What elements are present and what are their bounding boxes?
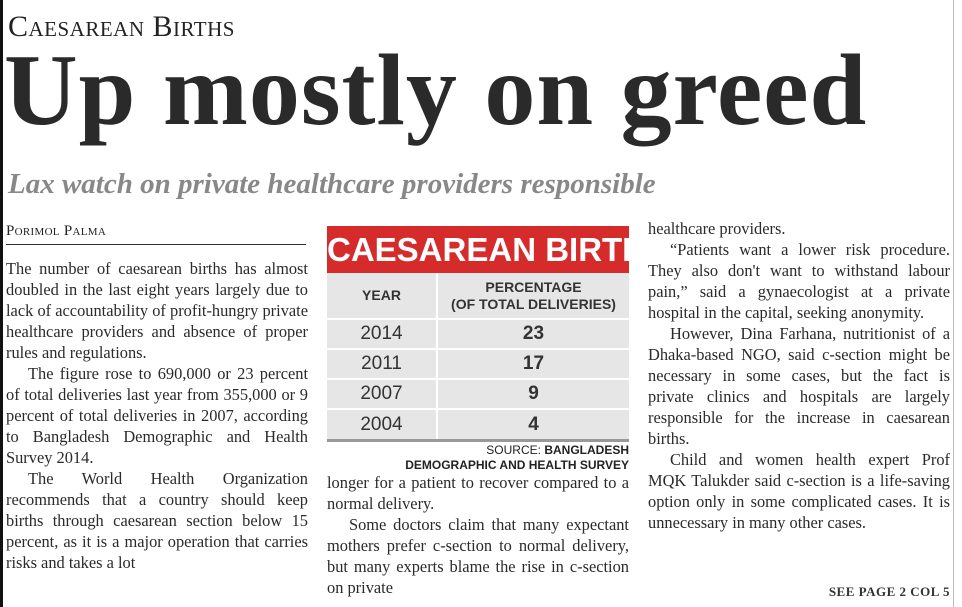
cell-year: 2014 (327, 319, 437, 349)
kicker: Caesarean Births (8, 10, 235, 43)
table-row (327, 319, 629, 349)
table-row (327, 379, 629, 409)
paragraph: The figure rose to 690,000 or 23 percent of total deliveries last year from 355,000 or 9 percent of total deliveries in 2007, according to Bangladesh Demographic and Health Survey 2014. (6, 364, 308, 467)
column-header-year: YEAR (327, 273, 437, 319)
paragraph: “Patients want a lower risk procedure. They also don't want to withstand labour pain,” said a gynaecologist at a private hospital in the capital, seeking anonymity. (648, 240, 950, 322)
page-left-edge (0, 0, 3, 607)
column-1 (6, 258, 308, 573)
paragraph: Some doctors claim that many expectant mothers prefer c-section to normal delivery, but many experts blame the rise in c-section on private (327, 515, 629, 597)
cell-percentage: 4 (437, 409, 629, 439)
column-header-percentage-line1: PERCENTAGE (485, 278, 582, 295)
column-header-percentage (437, 273, 629, 319)
column-3 (648, 218, 950, 533)
paragraph: However, Dina Farhana, nutritionist of a Dhaka-based NGO, said c-section might be necessary in some cases, but the fact is private clinics and hospitals are largely responsible for the increase in caesarean births. (648, 324, 950, 448)
paragraph: Child and women health expert Prof MQK Talukder said c-section is a life-saving option only in some complicated cases. It is unnecessary in many other cases. (648, 450, 950, 532)
column-header-percentage-line2: (OF TOTAL DELIVERIES) (451, 295, 616, 312)
cell-year: 2004 (327, 409, 437, 439)
cell-percentage: 17 (437, 349, 629, 379)
paragraph: longer for a patient to recover compared to a normal delivery. (327, 473, 629, 513)
jump-line[interactable]: SEE PAGE 2 COL 5 (828, 584, 950, 599)
byline: Porimol Palma (6, 223, 306, 245)
cell-percentage: 23 (437, 319, 629, 349)
table-header-row (327, 273, 629, 319)
paragraph: healthcare providers. (648, 219, 786, 238)
source-line2: DEMOGRAPHIC AND HEALTH SURVEY (405, 458, 629, 472)
infobox-source (327, 443, 629, 473)
subhead: Lax watch on private healthcare providers responsible (8, 168, 656, 200)
source-prefix: SOURCE: (486, 443, 541, 457)
cell-year: 2011 (327, 349, 437, 379)
table-row (327, 349, 629, 379)
infobox-table (327, 273, 629, 439)
table-row (327, 409, 629, 439)
source-line1: BANGLADESH (544, 443, 629, 457)
infobox (327, 226, 669, 473)
column-2 (327, 472, 629, 598)
infobox-bottom-rule (327, 439, 629, 442)
infobox-title: CAESAREAN BIRTHS (327, 226, 629, 273)
paragraph: The World Health Organization recommends that a country should keep births through caesarean section below 15 percent, as it is a major operation that carries risks and takes a lot (6, 469, 308, 572)
cell-percentage: 9 (437, 379, 629, 409)
cell-year: 2007 (327, 379, 437, 409)
headline: Up mostly on greed (4, 34, 868, 147)
page-right-edge (953, 0, 954, 607)
paragraph: The number of caesarean births has almost doubled in the last eight years largely due to lack of accountability of profit-hungry private healthcare providers and absence of proper rules and regulations. (6, 259, 308, 362)
